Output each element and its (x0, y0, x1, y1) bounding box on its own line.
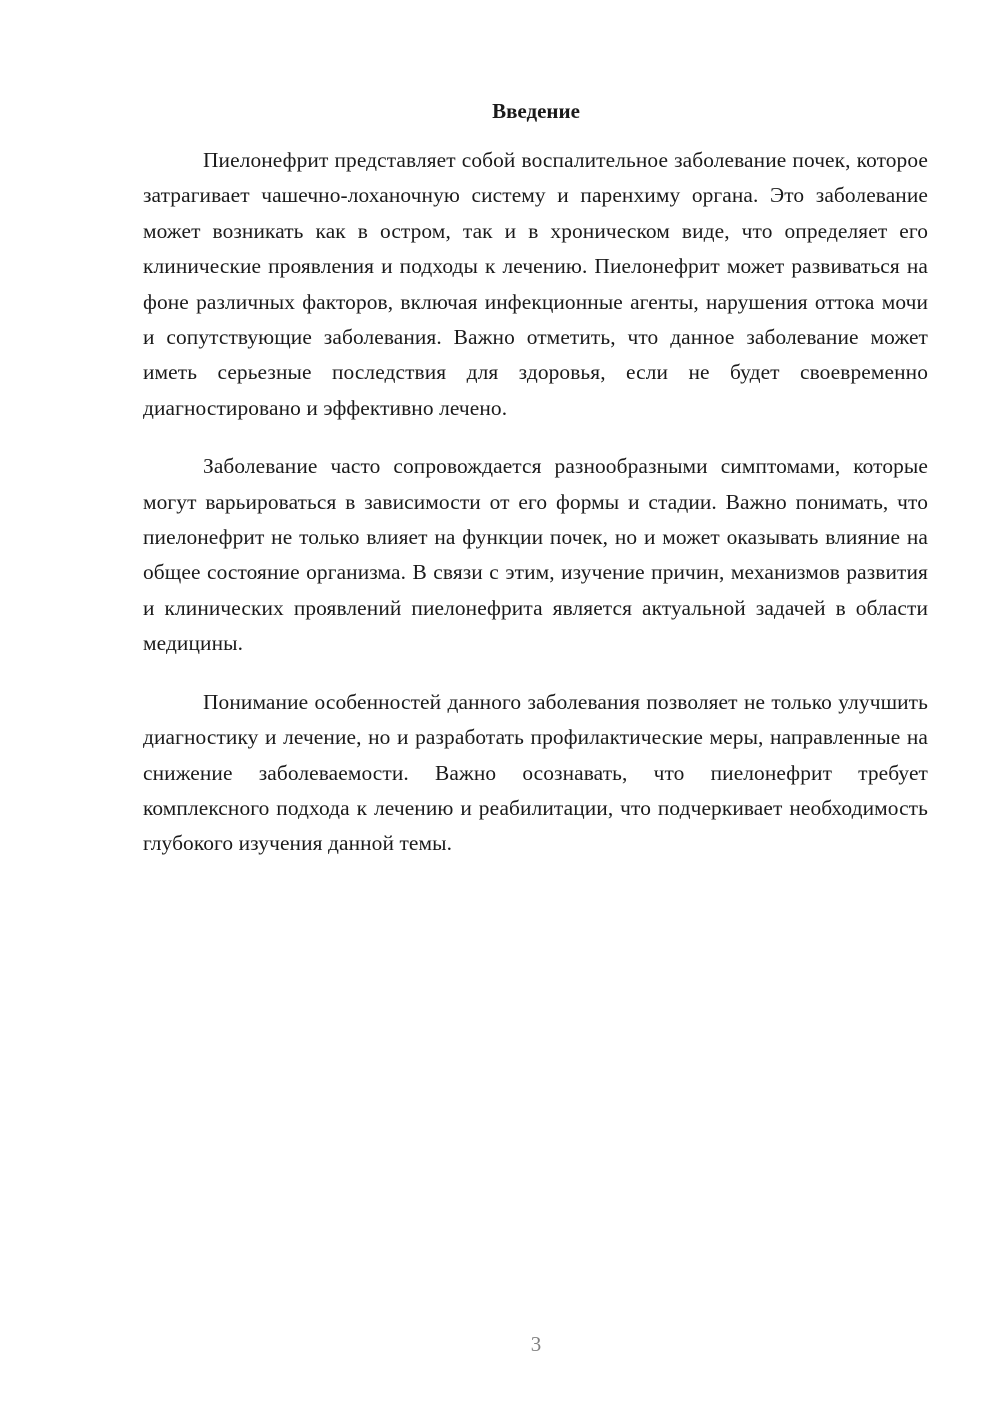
page-number: 3 (530, 1332, 542, 1356)
section-heading: Введение (492, 99, 580, 123)
paragraph-1: Пиелонефрит представляет собой воспалительное заболевание почек, которое затрагивает чашечно-лоханочную систему и паренхиму органа. Это заболевание может возникать как в остром, так и в хроническом виде, что определяет его клинические проявления и подходы к лечению. Пиелонефрит может развиваться на фоне различных факторов, включая инфекционные агенты, нарушения оттока мочи и сопутствующие заболевания. Важно отметить, что данное заболевание может иметь серьезные последствия для здоровья, если не будет своевременно диагностировано и эффективно лечено. (143, 148, 928, 420)
body-text (143, 143, 928, 885)
paragraph-3: Понимание особенностей данного заболевания позволяет не только улучшить диагностику и лечение, но и разработать профилактические меры, направленные на снижение заболеваемости. Важно осознавать, что пиелонефрит требует комплексного подхода к лечению и реабилитации, что подчеркивает необходимость глубокого изучения данной темы. (143, 689, 928, 856)
paragraph-2: Заболевание часто сопровождается разнообразными симптомами, которые могут варьироваться в зависимости от его формы и стадии. Важно понимать, что пиелонефрит не только влияет на функции почек, но и может оказывать влияние на общее состояние организма. В связи с этим, изучение причин, механизмов развития и клинических проявлений пиелонефрита является актуальной задачей в области медицины. (143, 454, 928, 656)
